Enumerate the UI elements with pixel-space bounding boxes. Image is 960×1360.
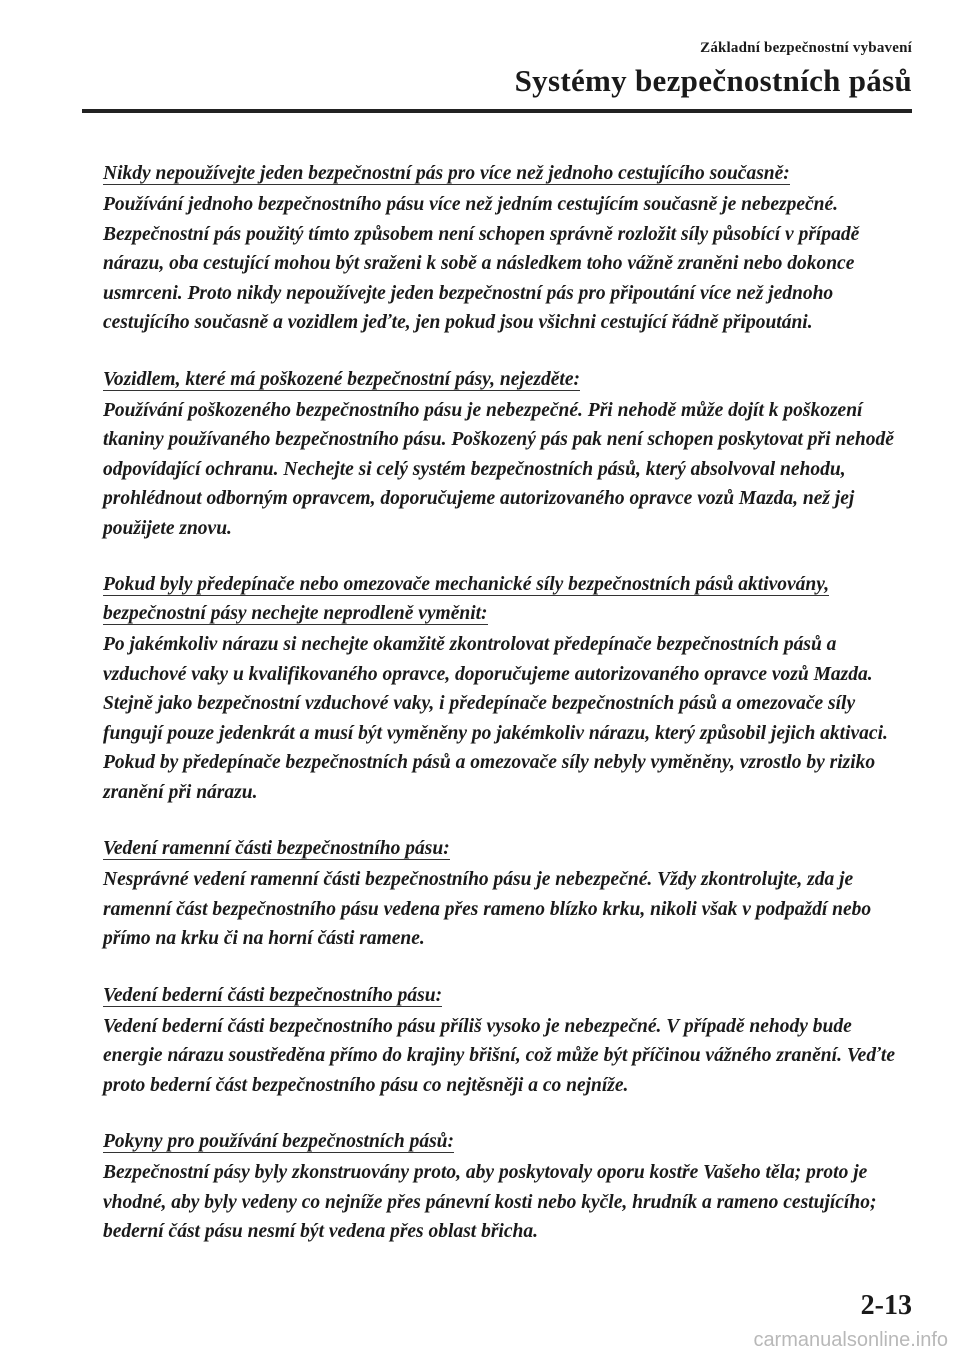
section-text: Používání jednoho bezpečnostního pásu více než jedním cestujícím současně je nebezpečné. Bezpečnostní pás použitý tímto způsobem není schopen správně rozložit síly působící v případě nárazu, oba cestující mohou být sraženi k sobě a následkem toho vážně zraněni nebo dokonce usmrceni. Proto nikdy nepoužívejte jeden bezpečnostní pás pro připoutání více než jednoho cestujícího současně a vozidlem jeďte, jen pokud jsou všichni cestující řádně připoutáni. xyxy=(103,194,860,333)
warning-section xyxy=(103,835,915,954)
section-heading: Vedení ramenní části bezpečnostního pásu: xyxy=(103,838,450,859)
section-text: Po jakémkoliv nárazu si nechejte okamžitě zkontrolovat předepínače bezpečnostních pásů a vzduchové vaky u kvalifikovaného opravce, doporučujeme autorizovaného opravce vozů Mazda. Stejně jako bezpečnostní vzduchové vaky, i předepínače bezpečnostních pásů a omezovače síly fungují pouze jedenkrát a musí být vyměněny po jakémkoliv nárazu, který způsobil jejich aktivaci. Pokud by předepínače bezpečnostních pásů a omezovače síly nebyly vyměněny, vzrostlo by riziko zranění při nárazu. xyxy=(103,634,888,803)
warning-section xyxy=(103,982,915,1101)
watermark: carmanualsonline.info xyxy=(753,1329,948,1351)
section-text: Nesprávné vedení ramenní části bezpečnostního pásu je nebezpečné. Vždy zkontrolujte, zda je ramenní část bezpečnostního pásu vedena přes rameno blízko krku, nikoli však v podpaždí nebo přímo na krku či na horní části ramene. xyxy=(103,869,872,949)
page-header xyxy=(515,40,912,99)
page-number: 2-13 xyxy=(860,1290,912,1321)
section-text: Vedení bederní části bezpečnostního pásu příliš vysoko je nebezpečné. V případě nehody bude energie nárazu soustředěna přímo do krajiny břišní, což může být příčinou vážného zranění. Veďte proto bederní část bezpečnostního pásu co nejtěsněji a co nejníže. xyxy=(103,1015,895,1096)
content xyxy=(103,160,915,1275)
section-heading: Pokyny pro používání bezpečnostních pásů: xyxy=(103,1131,455,1152)
section-text: Používání poškozeného bezpečnostního pásu je nebezpečné. Při nehodě může dojít k poškození tkaniny používaného bezpečnostního pásu. Poškozený pás pak není schopen poskytovat při nehodě odpovídající ochranu. Nechejte si celý systém bezpečnostních pásů, který absolvoval nehodu, prohlédnout odborným opravcem, doporučujeme autorizovaného opravce vozů Mazda, než jej použijete znovu. xyxy=(103,399,894,539)
warning-section xyxy=(103,160,915,338)
warning-section xyxy=(103,1128,915,1247)
section-text: Bezpečnostní pásy byly zkonstruovány proto, aby poskytovaly oporu kostře Vašeho těla; proto je vhodné, aby byly vedeny co nejníže přes pánevní kosti nebo kyčle, hrudník a rameno cestujícího; bederní část pásu nesmí být vedena přes oblast břicha. xyxy=(103,1162,877,1242)
warning-section xyxy=(103,366,915,544)
section-heading: Nikdy nepoužívejte jeden bezpečnostní pás pro více než jednoho cestujícího současně: xyxy=(103,163,790,184)
section-heading: Vedení bederní části bezpečnostního pásu: xyxy=(103,984,443,1006)
section-label: Základní bezpečnostní vybavení xyxy=(700,40,912,56)
page-title: Systémy bezpečnostních pásů xyxy=(514,63,912,98)
header-rule xyxy=(82,109,912,113)
section-heading: Vozidlem, které má poškozené bezpečnostní pásy, nejezděte: xyxy=(103,368,580,390)
warning-section xyxy=(103,571,915,807)
section-heading: Pokud byly předepínače nebo omezovače mechanické síly bezpečnostních pásů aktivovány, bezpečnostní pásy nechejte neprodleně vyměnit: xyxy=(103,574,830,624)
